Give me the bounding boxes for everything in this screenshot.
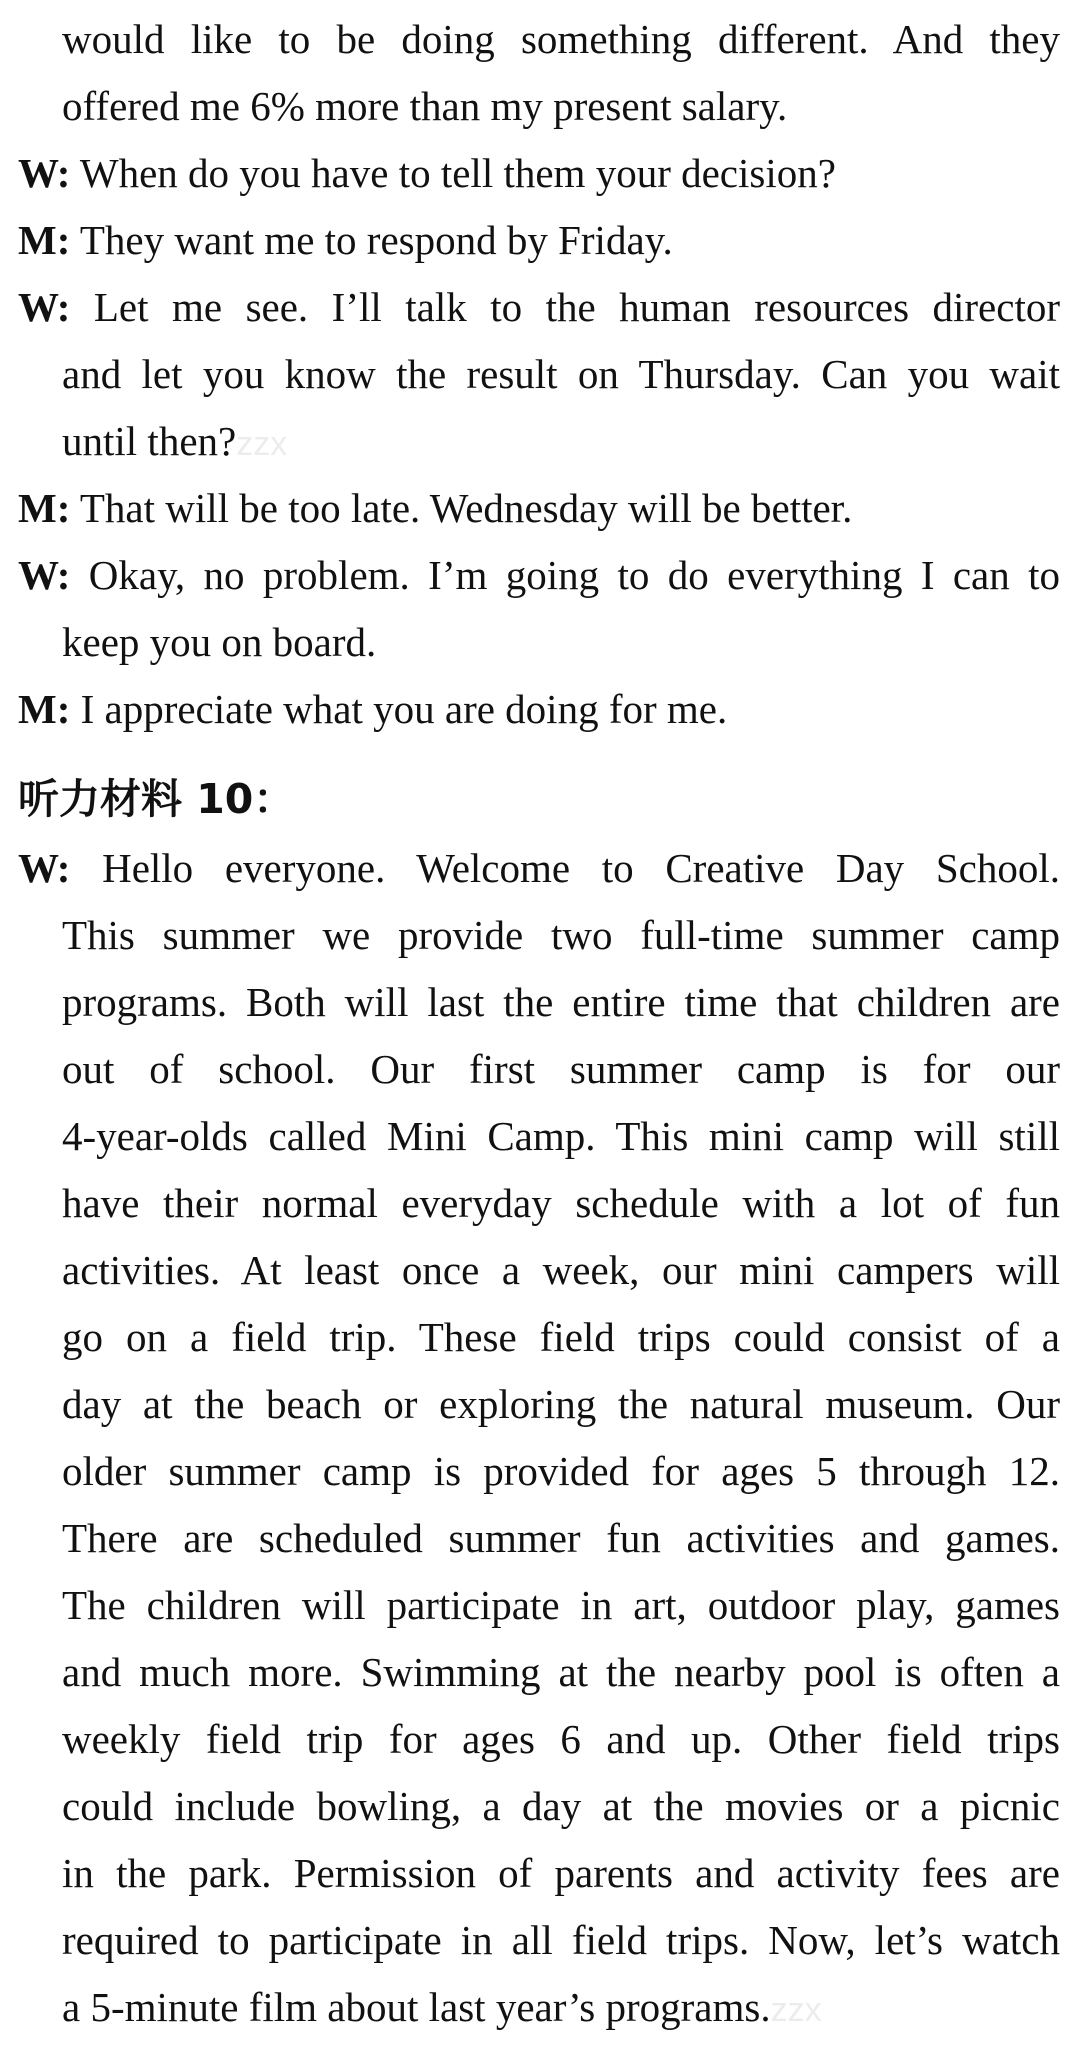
passage-line: weekly field trip for ages 6 and up. Other field trips: [62, 1716, 1060, 1762]
line-text: Hello everyone. Welcome to Creative Day School.: [70, 845, 1060, 891]
speaker-label: M:: [18, 686, 71, 732]
line-text: When do you have to tell them your decision?: [70, 150, 836, 196]
passage-line: required to participate in all field trips. Now, let’s watch: [62, 1917, 1060, 1963]
passage-line: in the park. Permission of parents and activity fees are: [62, 1850, 1060, 1896]
speaker-label: W:: [18, 552, 71, 598]
dialogue-line: [18, 542, 1060, 609]
line-text: That will be too late. Wednesday will be better.: [70, 485, 853, 531]
line-text: until then?: [62, 418, 237, 464]
passage-line: out of school. Our first summer camp is for our: [62, 1046, 1060, 1092]
line-text: a 5-minute film about last year’s programs.: [62, 1984, 771, 2030]
passage-line: There are scheduled summer fun activities and games.: [62, 1515, 1060, 1561]
speaker-label: W:: [18, 150, 71, 196]
dialogue-line: [62, 6, 1060, 73]
dialogue-line: [62, 73, 1060, 140]
passage-line: have their normal everyday schedule with a lot of fun: [62, 1180, 1060, 1226]
passage-line: [18, 835, 1060, 902]
speaker-label: W:: [18, 284, 71, 330]
dialogue-line: [62, 341, 1060, 408]
line-text: would like to be doing something different. And they: [62, 16, 1060, 62]
dialogue-line: [62, 609, 1060, 676]
passage-line: programs. Both will last the entire time that children are: [62, 979, 1060, 1025]
watermark: zzx: [770, 1991, 822, 2029]
section-heading: 听力材料 10：: [18, 775, 295, 823]
line-text: keep you on board.: [62, 619, 377, 665]
speaker-label: W:: [18, 845, 71, 891]
dialogue-line: [18, 475, 1060, 542]
line-text: Okay, no problem. I’m going to do everything I can to: [70, 552, 1060, 598]
line-text: and let you know the result on Thursday. Can you wait: [62, 351, 1060, 397]
passage-line: activities. At least once a week, our mini campers will: [62, 1247, 1060, 1293]
line-text: I appreciate what you are doing for me.: [70, 686, 728, 732]
passage-line: 4-year-olds called Mini Camp. This mini camp will still: [62, 1113, 1060, 1159]
line-text: offered me 6% more than my present salary.: [62, 83, 788, 129]
passage-line: older summer camp is provided for ages 5 through 12.: [62, 1448, 1060, 1494]
dialogue-line: [62, 408, 1060, 475]
passage-line: This summer we provide two full-time summer camp: [62, 912, 1060, 958]
dialogue-line: [18, 140, 1060, 207]
passage-line: go on a field trip. These field trips could consist of a: [62, 1314, 1060, 1360]
speaker-label: M:: [18, 217, 71, 263]
passage-line: and much more. Swimming at the nearby pool is often a: [62, 1649, 1060, 1695]
line-text: They want me to respond by Friday.: [70, 217, 673, 263]
dialogue-line: [18, 676, 1060, 743]
passage-line: day at the beach or exploring the natural museum. Our: [62, 1381, 1060, 1427]
dialogue-line: [18, 207, 1060, 274]
line-text: Let me see. I’ll talk to the human resources director: [70, 284, 1060, 330]
passage-line: [62, 1974, 1060, 2041]
passage-line: The children will participate in art, outdoor play, games: [62, 1582, 1060, 1628]
dialogue-line: [18, 274, 1060, 341]
passage-line: could include bowling, a day at the movies or a picnic: [62, 1783, 1060, 1829]
watermark: zzx: [236, 425, 288, 463]
speaker-label: M:: [18, 485, 71, 531]
